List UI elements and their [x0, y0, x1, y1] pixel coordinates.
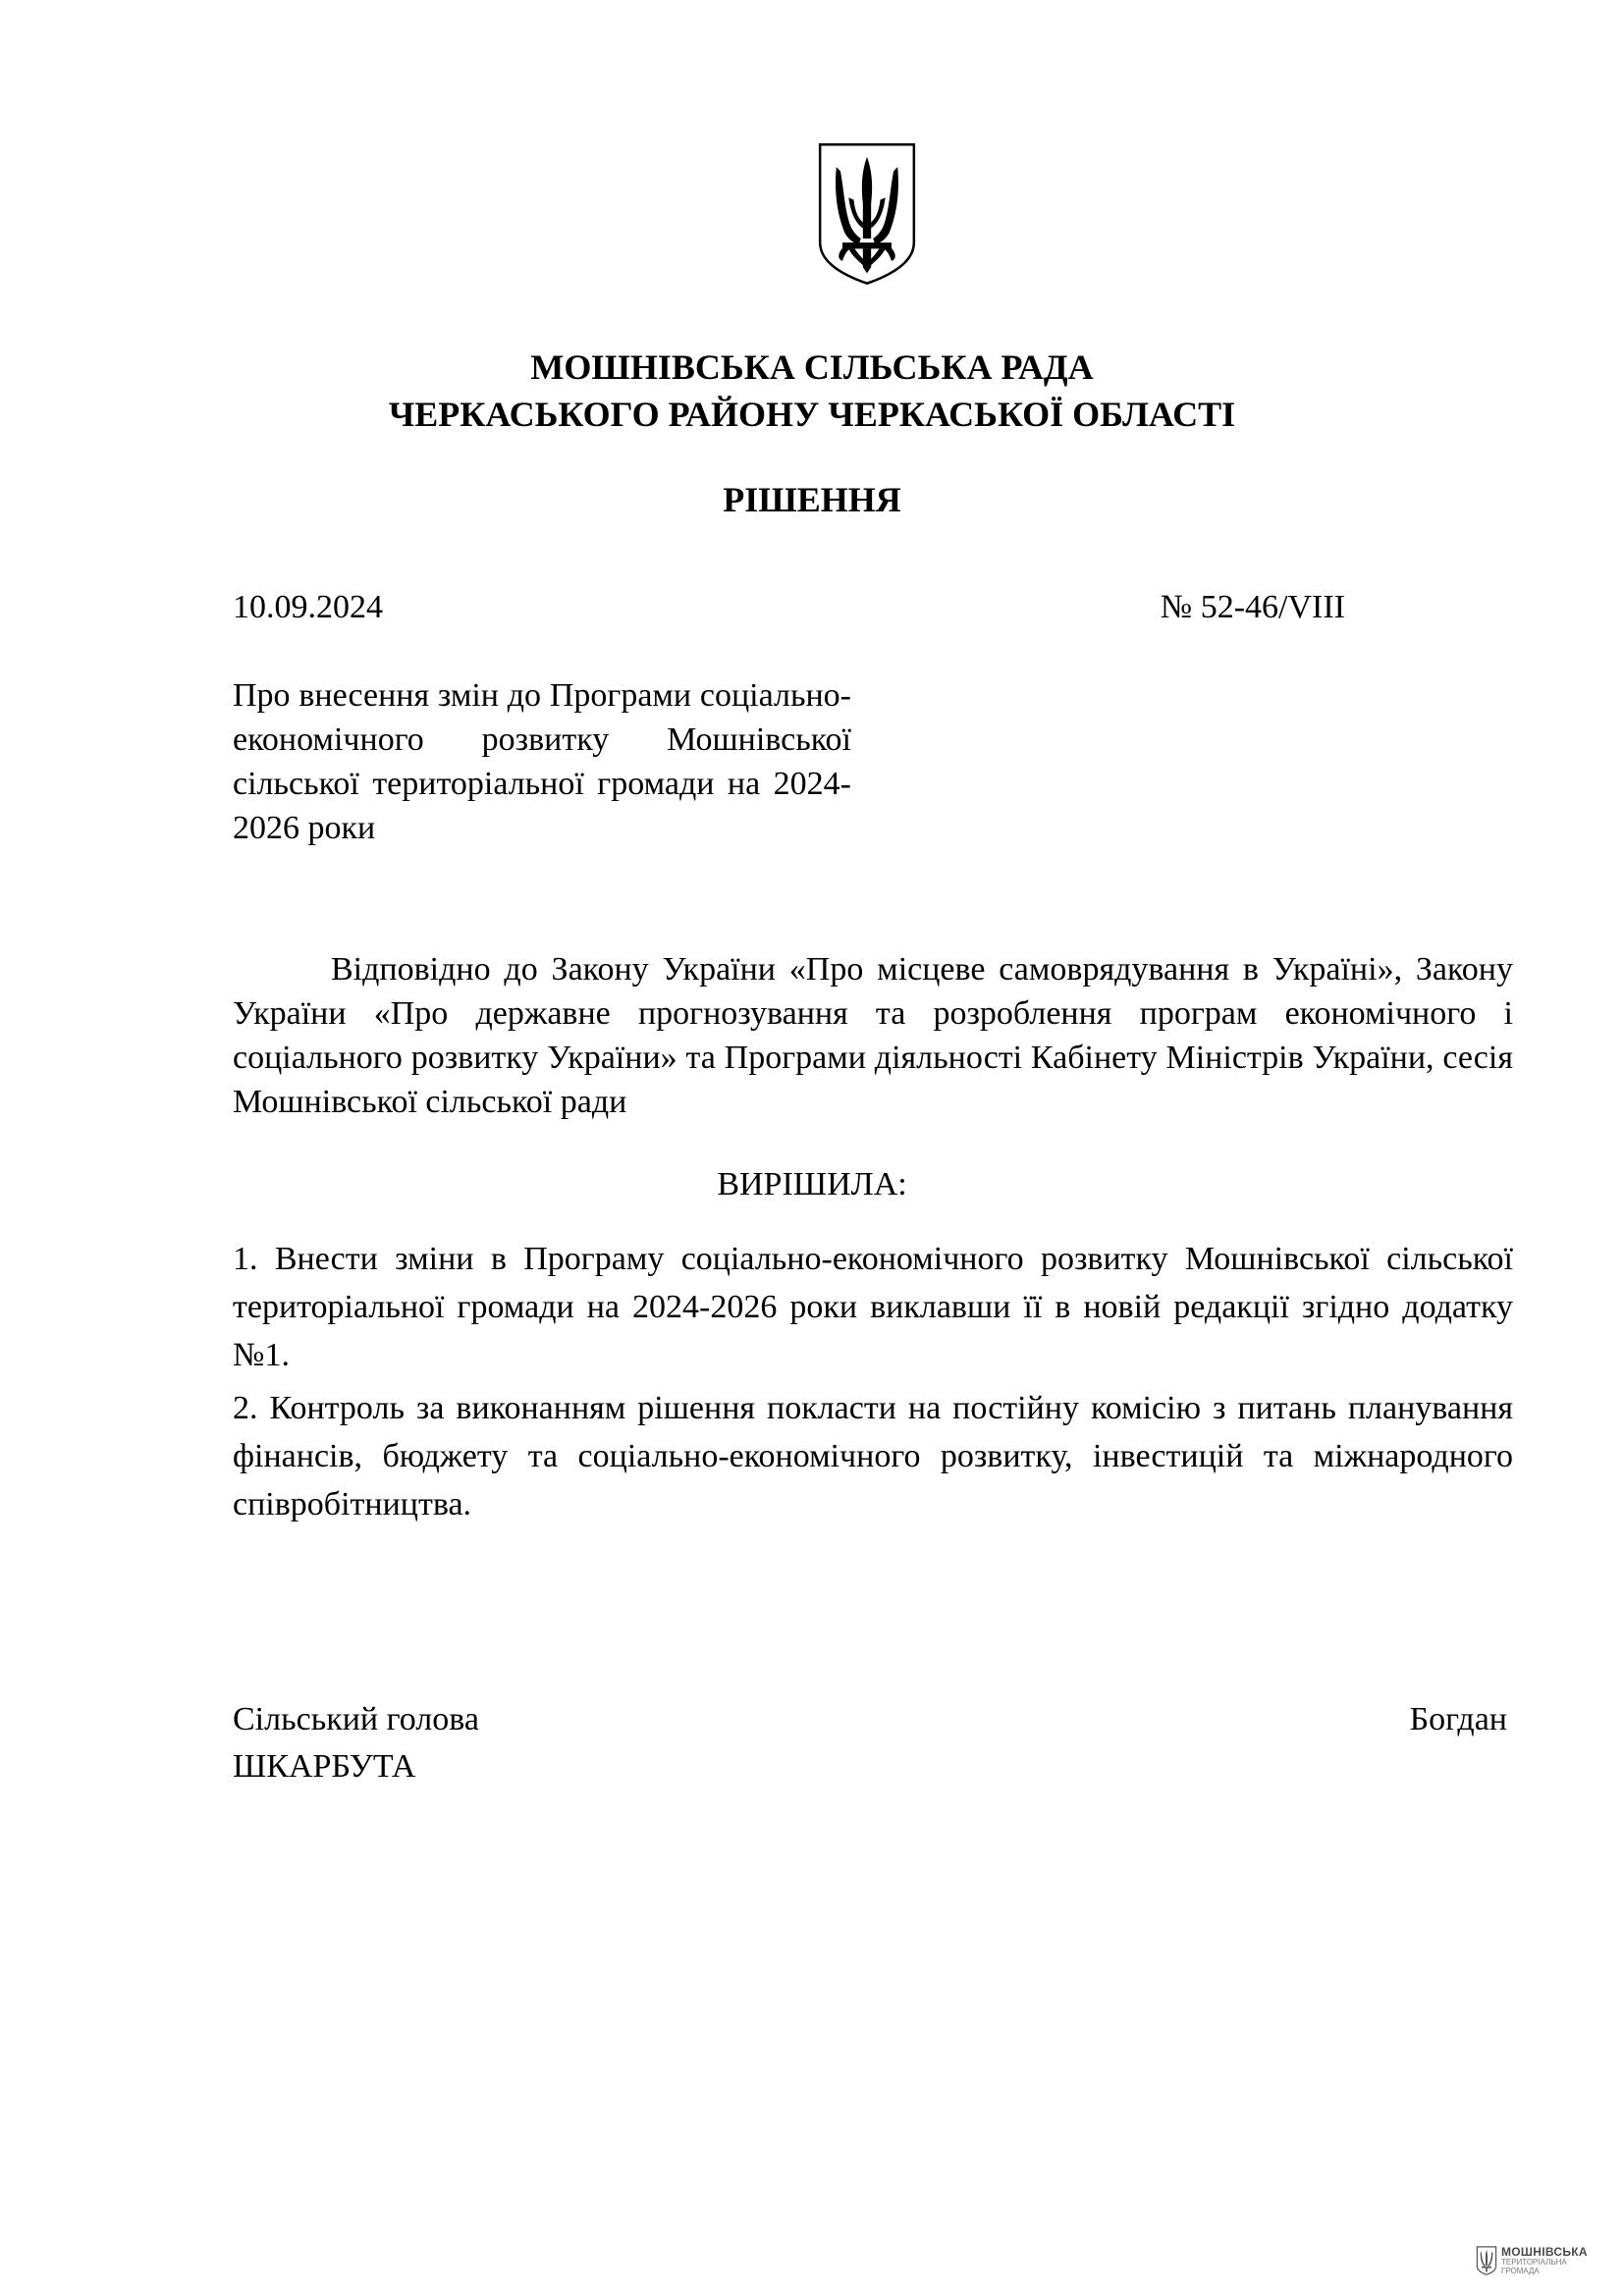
trident-icon — [816, 140, 918, 288]
date-number-row — [233, 586, 1345, 629]
logo-text — [1501, 2246, 1588, 2275]
signature-row — [233, 1696, 1507, 1743]
resolved-heading: ВИРІШИЛА: — [717, 1166, 907, 1202]
decision-date: 10.09.2024 — [233, 589, 383, 625]
trident-icon — [1476, 2246, 1497, 2275]
logo-subtitle-1: ТЕРИТОРІАЛЬНА — [1501, 2258, 1567, 2267]
decision-item-1: 1. Внести зміни в Програму соціально-економічного розвитку Мошнівської сільської територіальної громади на 2024-2026 роки виклавши її в новій редакції згідно додатку №1. — [233, 1241, 1513, 1373]
preamble-paragraph: Відповідно до Закону України «Про місцеве самоврядування в Україні», Закону України «Про державне прогнозування та розроблення програм економічного і соціального розвитку України» та Програми діяльності Кабінету Міністрів України, сесія Мошнівської сільської ради — [233, 951, 1513, 1120]
signatory-position: Сільський голова — [233, 1701, 479, 1737]
signatory-last-name: ШКАРБУТА — [233, 1748, 416, 1785]
logo-subtitle-2: ГРОМАДА — [1501, 2267, 1540, 2275]
signature-block — [233, 1696, 1507, 1790]
decision-subject: Про внесення змін до Програми соціально-економічного розвитку Мошнівської сільської територіальної громади на 2024-2026 роки — [233, 677, 851, 846]
document-type: РІШЕННЯ — [723, 480, 901, 519]
council-name: МОШНІВСЬКА СІЛЬСЬКА РАДА — [530, 347, 1094, 387]
decision-number: № 52-46/VIII — [1160, 589, 1345, 625]
decision-item-2: 2. Контроль за виконанням рішення покласти на постійну комісію з питань планування фінансів, бюджету та соціально-економічного розвитку, інвестицій та міжнародного співробітництва. — [233, 1390, 1513, 1522]
district-name: ЧЕРКАСЬКОГО РАЙОНУ ЧЕРКАСЬКОЇ ОБЛАСТІ — [388, 395, 1236, 434]
signatory-first-name: Богдан — [1409, 1701, 1507, 1737]
logo-title: МОШНІВСЬКА — [1501, 2245, 1588, 2259]
community-logo — [1476, 2244, 1603, 2277]
